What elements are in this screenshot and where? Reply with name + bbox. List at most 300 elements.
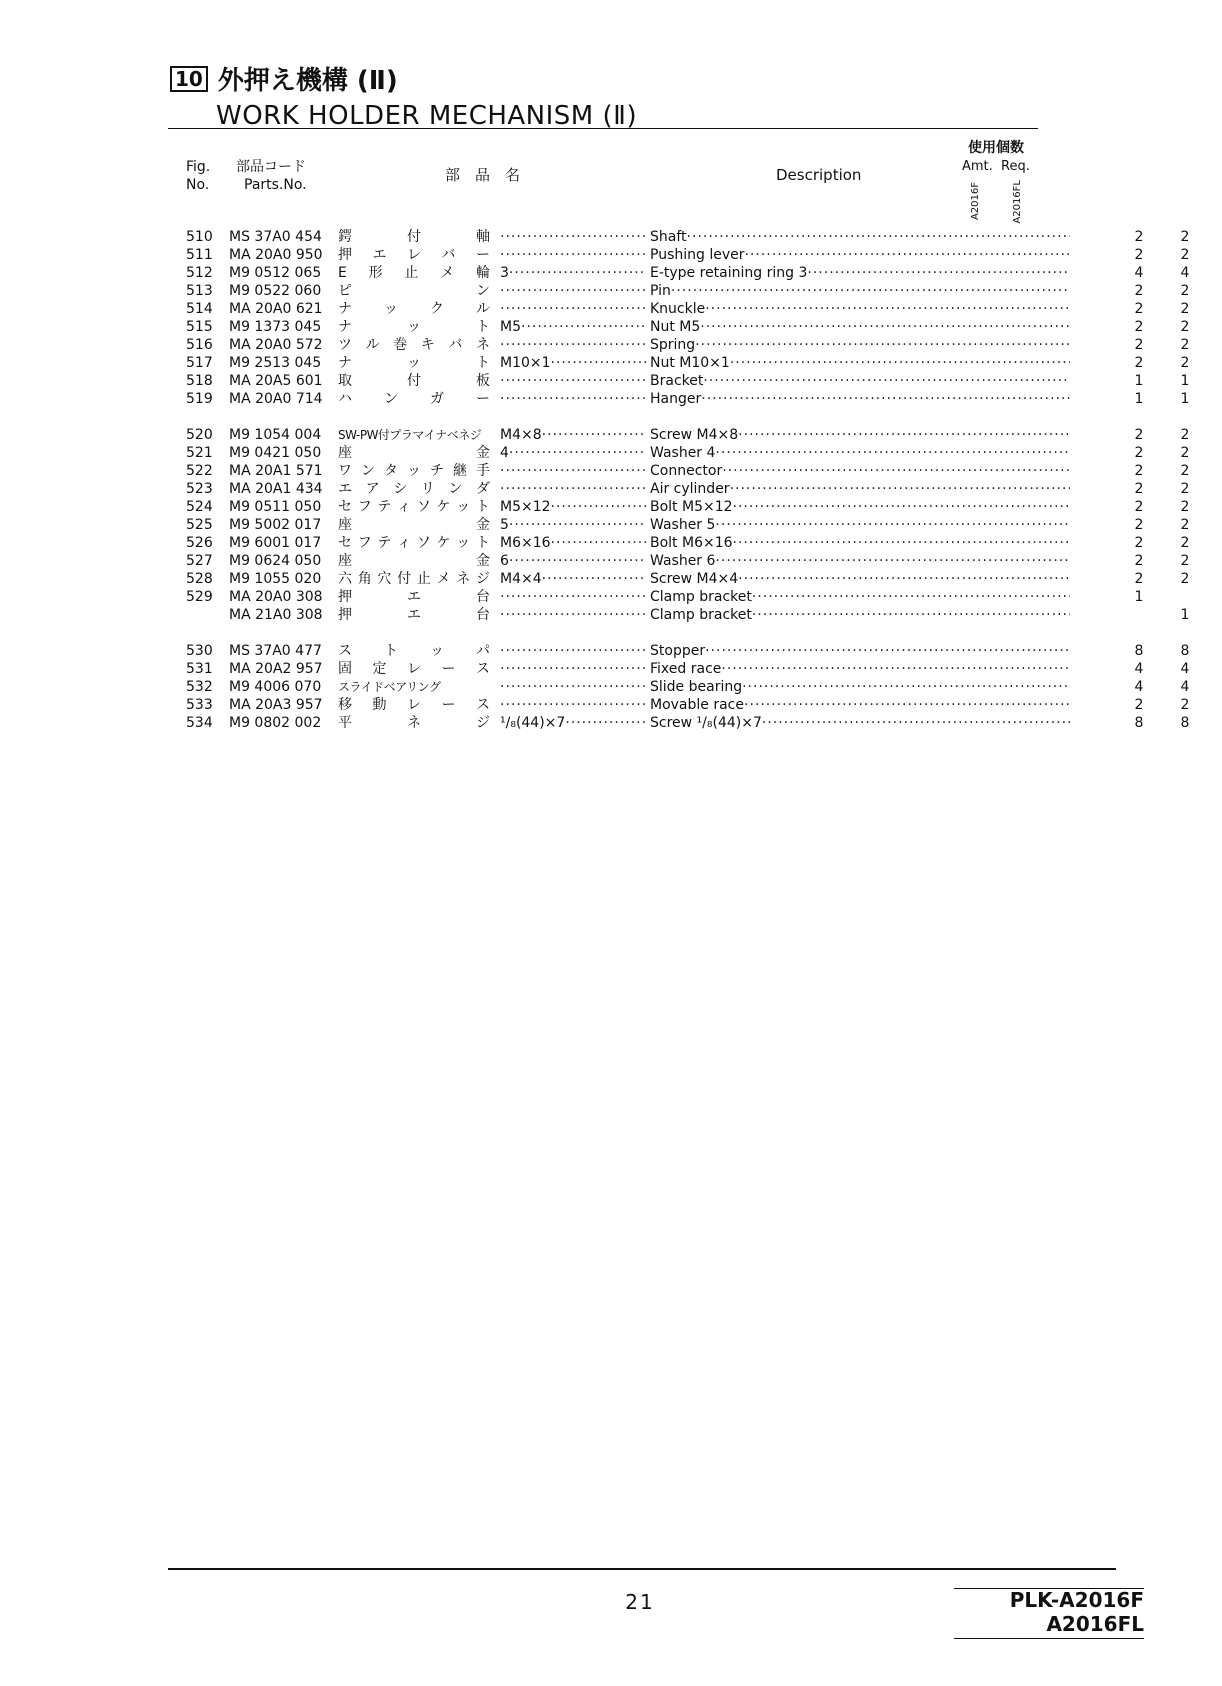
qty-a2016f: 2 [1134, 445, 1144, 461]
dot-leader [500, 642, 646, 660]
part-name-jp-char: 座 [338, 553, 352, 569]
part-name-jp-char: チ [430, 463, 444, 479]
description-cell [650, 354, 1070, 372]
table-row [170, 570, 1190, 588]
dot-leader [721, 660, 1070, 678]
part-name-jp-char: テ [377, 499, 392, 515]
part-name-jp-char: ダ [475, 481, 490, 497]
part-name-jp-char: ル [365, 337, 380, 353]
qty-a2016f: 2 [1134, 517, 1144, 533]
part-name-jp-char: ン [476, 283, 490, 299]
dot-leader [744, 696, 1070, 714]
fig-number: 513 [186, 283, 213, 299]
part-name-jp-char: ッ [407, 355, 421, 371]
part-name-jp-char: レ [407, 661, 421, 677]
qty-a2016fl: 2 [1180, 301, 1190, 317]
part-name-jp-char: ク [430, 301, 444, 317]
description: Pin [650, 283, 671, 299]
spec-cell [500, 462, 646, 480]
dot-leader [671, 282, 1070, 300]
part-number: MA 20A0 621 [229, 301, 323, 317]
part-number: M9 1054 004 [229, 427, 322, 443]
part-name-jp [338, 426, 490, 444]
part-name-jp-char: 六 [338, 571, 352, 587]
fig-number: 524 [186, 499, 213, 515]
part-name-jp [338, 246, 490, 264]
fig-number: 532 [186, 679, 213, 695]
dot-leader [705, 300, 1070, 318]
part-number: M9 2513 045 [229, 355, 322, 371]
part-name-jp-char: 押 [338, 247, 352, 263]
table-row [170, 498, 1190, 516]
table-row [170, 552, 1190, 570]
part-name-jp-char: 止 [404, 265, 419, 281]
dot-leader [730, 354, 1070, 372]
group-gap [170, 408, 1040, 426]
part-name-jp-char: バ [441, 247, 456, 263]
dot-leader [687, 228, 1070, 246]
spec-cell [500, 426, 646, 444]
header-name-jp: 部 品 名 [445, 166, 521, 184]
title-jp-row [170, 60, 637, 97]
spec-cell [500, 660, 646, 678]
qty-a2016fl: 4 [1180, 679, 1190, 695]
part-name-jp-char: シ [393, 481, 408, 497]
dot-leader [752, 606, 1070, 624]
fig-number: 529 [186, 589, 213, 605]
table-row [170, 264, 1190, 282]
header-rule [168, 128, 1038, 129]
table-row [170, 300, 1190, 318]
part-name-jp-char: ガ [430, 391, 444, 407]
fig-number: 531 [186, 661, 213, 677]
spec-cell [500, 444, 646, 462]
table-row [170, 372, 1190, 390]
fig-number: 510 [186, 229, 213, 245]
table-row [170, 336, 1190, 354]
header-description: Description [776, 166, 862, 184]
fig-number: 511 [186, 247, 213, 263]
part-name-jp [338, 696, 490, 714]
part-name-jp-char: 軸 [476, 229, 490, 245]
part-name-jp-char: 形 [368, 265, 383, 281]
qty-a2016fl: 1 [1180, 373, 1190, 389]
description-cell [650, 462, 1070, 480]
description: Spring [650, 337, 696, 353]
description-cell [650, 228, 1070, 246]
qty-a2016fl: 2 [1180, 517, 1190, 533]
header-fig-line1: Fig. [186, 159, 211, 175]
description-cell [650, 444, 1070, 462]
part-name-jp-char: ア [365, 481, 380, 497]
qty-a2016fl: 2 [1180, 319, 1190, 335]
dot-leader [551, 498, 646, 516]
description: Screw M4×4 [650, 571, 739, 587]
fig-number: 523 [186, 481, 213, 497]
table-row [170, 714, 1190, 732]
description-cell [650, 480, 1070, 498]
part-name-jp-char: 巻 [393, 337, 408, 353]
description-cell [650, 570, 1070, 588]
dot-leader [500, 462, 646, 480]
spec-cell [500, 228, 646, 246]
dot-leader [762, 714, 1070, 732]
spec-cell [500, 318, 646, 336]
dot-leader [715, 516, 1070, 534]
fig-number: 515 [186, 319, 213, 335]
part-name-jp [338, 390, 490, 408]
part-name-jp-char: ッ [384, 301, 398, 317]
qty-a2016f: 2 [1134, 481, 1144, 497]
part-number: MA 20A0 950 [229, 247, 323, 263]
model-line2: A2016FL [1046, 1612, 1144, 1636]
header-fig [186, 158, 210, 194]
qty-a2016fl: 2 [1180, 463, 1190, 479]
part-name-jp [338, 678, 490, 696]
part-name-jp-char: ピ [338, 283, 352, 299]
header-qty-jp: 使用個数 [968, 140, 1024, 156]
part-number: M9 5002 017 [229, 517, 322, 533]
part-name-jp-char: 穴 [377, 571, 392, 587]
part-name-jp-char: 付 [407, 229, 421, 245]
part-name-jp-char: ナ [338, 301, 352, 317]
part-name-jp-char: 台 [476, 607, 490, 623]
part-name-jp-char: ト [384, 643, 398, 659]
part-name-jp-char: 継 [453, 463, 467, 479]
qty-a2016fl: 2 [1180, 247, 1190, 263]
part-name-jp [338, 318, 490, 336]
part-name-jp [338, 606, 490, 624]
part-name-jp-char: ッ [407, 463, 421, 479]
part-number: MA 20A0 308 [229, 589, 323, 605]
fig-number: 518 [186, 373, 213, 389]
qty-a2016f: 4 [1134, 661, 1144, 677]
part-name-jp-char: ィ [397, 499, 412, 515]
part-number: MA 20A2 957 [229, 661, 323, 677]
group-gap [170, 624, 1040, 642]
description: Washer 4 [650, 445, 716, 461]
dot-leader [700, 318, 1070, 336]
part-name-jp-char: ッ [430, 643, 444, 659]
part-name-jp-char: 手 [476, 463, 490, 479]
dot-leader [745, 246, 1071, 264]
fig-number: 526 [186, 535, 213, 551]
part-name-jp [338, 516, 490, 534]
fig-number: 527 [186, 553, 213, 569]
dot-leader [500, 660, 646, 678]
part-number: M9 4006 070 [229, 679, 322, 695]
description: Hanger [650, 391, 702, 407]
part-name-jp-char: エ [338, 481, 352, 497]
part-name-jp-char: 付 [407, 373, 421, 389]
part-name-jp-char: ッ [456, 499, 471, 515]
part-name-jp-char: 角 [357, 571, 372, 587]
section-number: 10 [170, 66, 208, 92]
spec-cell [500, 336, 646, 354]
dot-leader [715, 444, 1070, 462]
part-number: MS 37A0 454 [229, 229, 322, 245]
table-row [170, 534, 1190, 552]
spec-cell [500, 282, 646, 300]
part-name-jp-char: ン [361, 463, 375, 479]
description-cell [650, 696, 1070, 714]
qty-a2016f: 2 [1134, 427, 1144, 443]
part-name-jp-char: 付 [397, 571, 412, 587]
part-name-jp-char: ト [476, 355, 490, 371]
qty-a2016f: 1 [1134, 391, 1144, 407]
table-row [170, 606, 1190, 624]
page-number: 21 [625, 1590, 655, 1614]
dot-leader [551, 534, 646, 552]
part-name-jp-char: ツ [338, 337, 352, 353]
part-name-jp-char: ネ [456, 571, 471, 587]
description-cell [650, 714, 1070, 732]
part-name-jp [338, 534, 490, 552]
part-name-jp-char: 定 [372, 661, 387, 677]
qty-a2016fl: 2 [1180, 553, 1190, 569]
description-cell [650, 606, 1070, 624]
spec-cell [500, 714, 646, 732]
description: Bolt M5×12 [650, 499, 733, 515]
part-name-jp-char: ケ [436, 535, 451, 551]
title-en: WORK HOLDER MECHANISM (Ⅱ) [216, 101, 638, 131]
dot-leader [733, 534, 1070, 552]
description-cell [650, 372, 1070, 390]
qty-a2016f: 4 [1134, 679, 1144, 695]
part-name-jp-char: ッ [456, 535, 471, 551]
qty-a2016fl: 2 [1180, 571, 1190, 587]
spec: M6×16 [500, 535, 551, 551]
part-number: M9 0511 050 [229, 499, 322, 515]
spec-cell [500, 642, 646, 660]
fig-number: 514 [186, 301, 213, 317]
spec: M5×12 [500, 499, 551, 515]
qty-a2016f: 2 [1134, 553, 1144, 569]
qty-a2016f: 2 [1134, 499, 1144, 515]
part-name-jp-char: ー [441, 661, 456, 677]
qty-a2016f: 2 [1134, 301, 1144, 317]
part-name-jp [338, 462, 490, 480]
part-name-jp-char: ン [448, 481, 463, 497]
description-cell [650, 534, 1070, 552]
part-number: M9 1373 045 [229, 319, 322, 335]
description-cell [650, 588, 1070, 606]
part-name-jp-char: 止 [416, 571, 431, 587]
qty-a2016fl: 2 [1180, 427, 1190, 443]
description: Stopper [650, 643, 706, 659]
table-row [170, 480, 1190, 498]
dot-leader [703, 372, 1070, 390]
table-row [170, 390, 1190, 408]
qty-a2016f: 2 [1134, 283, 1144, 299]
part-name-jp-char: キ [420, 337, 435, 353]
description-cell [650, 246, 1070, 264]
part-number: M9 0522 060 [229, 283, 322, 299]
part-name-jp [338, 228, 490, 246]
header-fig-line2: No. [186, 177, 210, 193]
part-name-jp-char: バ [448, 337, 463, 353]
part-name-jp-char: ワ [338, 463, 352, 479]
description: Knuckle [650, 301, 706, 317]
fig-number: 516 [186, 337, 213, 353]
part-number: MA 20A0 714 [229, 391, 323, 407]
dot-leader [730, 480, 1070, 498]
part-number: M9 0624 050 [229, 553, 322, 569]
description-cell [650, 642, 1070, 660]
part-number: M9 1055 020 [229, 571, 322, 587]
part-name-jp-char: メ [440, 265, 455, 281]
description: Clamp bracket [650, 607, 752, 623]
part-name-jp [338, 444, 490, 462]
part-name-jp-char: 輪 [475, 265, 490, 281]
part-name-jp-char: レ [407, 247, 421, 263]
qty-a2016f: 4 [1134, 265, 1144, 281]
part-name-jp-char: ソ [416, 535, 431, 551]
description: Pushing lever [650, 247, 745, 263]
part-name-jp [338, 480, 490, 498]
dot-leader [738, 426, 1070, 444]
part-name-jp-char: セ [338, 499, 352, 515]
description: Connector [650, 463, 723, 479]
spec: ¹/₈(44)×7 [500, 715, 566, 731]
part-name-jp-char: ナ [338, 319, 352, 335]
qty-a2016f: 1 [1134, 589, 1144, 605]
description: Screw M4×8 [650, 427, 739, 443]
part-name-jp-char: 押 [338, 589, 352, 605]
description: Slide bearing [650, 679, 743, 695]
part-name-jp-char: ト [476, 319, 490, 335]
part-name-jp-char: 固 [338, 661, 352, 677]
description: E-type retaining ring 3 [650, 265, 808, 281]
part-name-jp-char: フ [357, 499, 372, 515]
spec-cell [500, 264, 646, 282]
part-name-jp-char: レ [407, 697, 421, 713]
part-name-jp-char: 板 [476, 373, 490, 389]
part-number: MA 20A1 434 [229, 481, 323, 497]
part-name-jp-char: 移 [338, 697, 352, 713]
spec-cell [500, 372, 646, 390]
spec-cell [500, 588, 646, 606]
spec: M4×4 [500, 571, 542, 587]
dot-leader [521, 318, 646, 336]
part-name-jp-char: メ [436, 571, 451, 587]
fig-number: 519 [186, 391, 213, 407]
qty-a2016fl: 4 [1180, 265, 1190, 281]
description: Nut M10×1 [650, 355, 730, 371]
dot-leader [807, 264, 1070, 282]
part-name-jp [338, 282, 490, 300]
dot-leader [500, 390, 646, 408]
description-cell [650, 300, 1070, 318]
table-row [170, 588, 1144, 606]
part-number: M9 6001 017 [229, 535, 322, 551]
qty-a2016f: 2 [1134, 337, 1144, 353]
dot-leader [509, 444, 646, 462]
description-cell [650, 678, 1070, 696]
part-name-jp [338, 498, 490, 516]
dot-leader [500, 300, 646, 318]
table-row [170, 318, 1190, 336]
part-name-jp-char: テ [377, 535, 392, 551]
part-name-jp-char: 金 [476, 445, 490, 461]
fig-number: 530 [186, 643, 213, 659]
part-name-jp-char: ハ [338, 391, 352, 407]
dot-leader [695, 336, 1070, 354]
dot-leader [500, 336, 646, 354]
fig-number: 525 [186, 517, 213, 533]
dot-leader [500, 696, 646, 714]
spec-cell [500, 246, 646, 264]
part-name-jp-char: ン [384, 391, 398, 407]
part-name-jp [338, 372, 490, 390]
fig-number: 534 [186, 715, 213, 731]
spec-cell [500, 678, 646, 696]
table-row [170, 696, 1190, 714]
qty-a2016fl: 2 [1180, 229, 1190, 245]
part-name-jp-char: ス [338, 643, 352, 659]
part-name-jp [338, 264, 490, 282]
dot-leader [500, 228, 646, 246]
part-name-jp-char: ケ [436, 499, 451, 515]
part-name-jp-char: タ [384, 463, 398, 479]
description-cell [650, 426, 1070, 444]
qty-a2016fl: 8 [1180, 643, 1190, 659]
fig-number: 522 [186, 463, 213, 479]
dot-leader [500, 606, 646, 624]
spec-cell [500, 696, 646, 714]
part-name-jp-char: 取 [338, 373, 352, 389]
dot-leader [551, 354, 646, 372]
description-cell [650, 498, 1070, 516]
fig-number: 528 [186, 571, 213, 587]
part-name-jp-char: パ [476, 643, 490, 659]
part-name-jp-char: 平 [338, 715, 352, 731]
dot-leader [752, 588, 1070, 606]
part-name-jp-char: 動 [372, 697, 387, 713]
part-name-jp-char: ル [476, 301, 490, 317]
dot-leader [565, 714, 646, 732]
description: Fixed race [650, 661, 722, 677]
description-cell [650, 552, 1070, 570]
fig-number: 512 [186, 265, 213, 281]
table-row [170, 516, 1190, 534]
dot-leader [500, 246, 646, 264]
qty-a2016f: 8 [1134, 643, 1144, 659]
spec: 3 [500, 265, 509, 281]
part-name-jp-char: 金 [476, 553, 490, 569]
description: Screw ¹/₈(44)×7 [650, 715, 762, 731]
part-name-jp [338, 354, 490, 372]
description-cell [650, 516, 1070, 534]
qty-a2016fl: 1 [1180, 607, 1190, 623]
fig-number: 520 [186, 427, 213, 443]
description-cell [650, 336, 1070, 354]
qty-a2016f: 2 [1134, 535, 1144, 551]
part-name-jp [338, 336, 490, 354]
header-parts [236, 158, 307, 194]
qty-a2016f: 2 [1134, 229, 1144, 245]
part-name-jp-char: ジ [475, 571, 490, 587]
description-cell [650, 264, 1070, 282]
part-name-jp-char: スライドベアリング [338, 680, 441, 694]
spec-cell [500, 354, 646, 372]
dot-leader [733, 498, 1070, 516]
dot-leader [509, 264, 646, 282]
part-name-jp-char: ス [476, 697, 490, 713]
part-name-jp-char: ー [476, 247, 490, 263]
dot-leader [722, 462, 1070, 480]
dot-leader [742, 678, 1070, 696]
